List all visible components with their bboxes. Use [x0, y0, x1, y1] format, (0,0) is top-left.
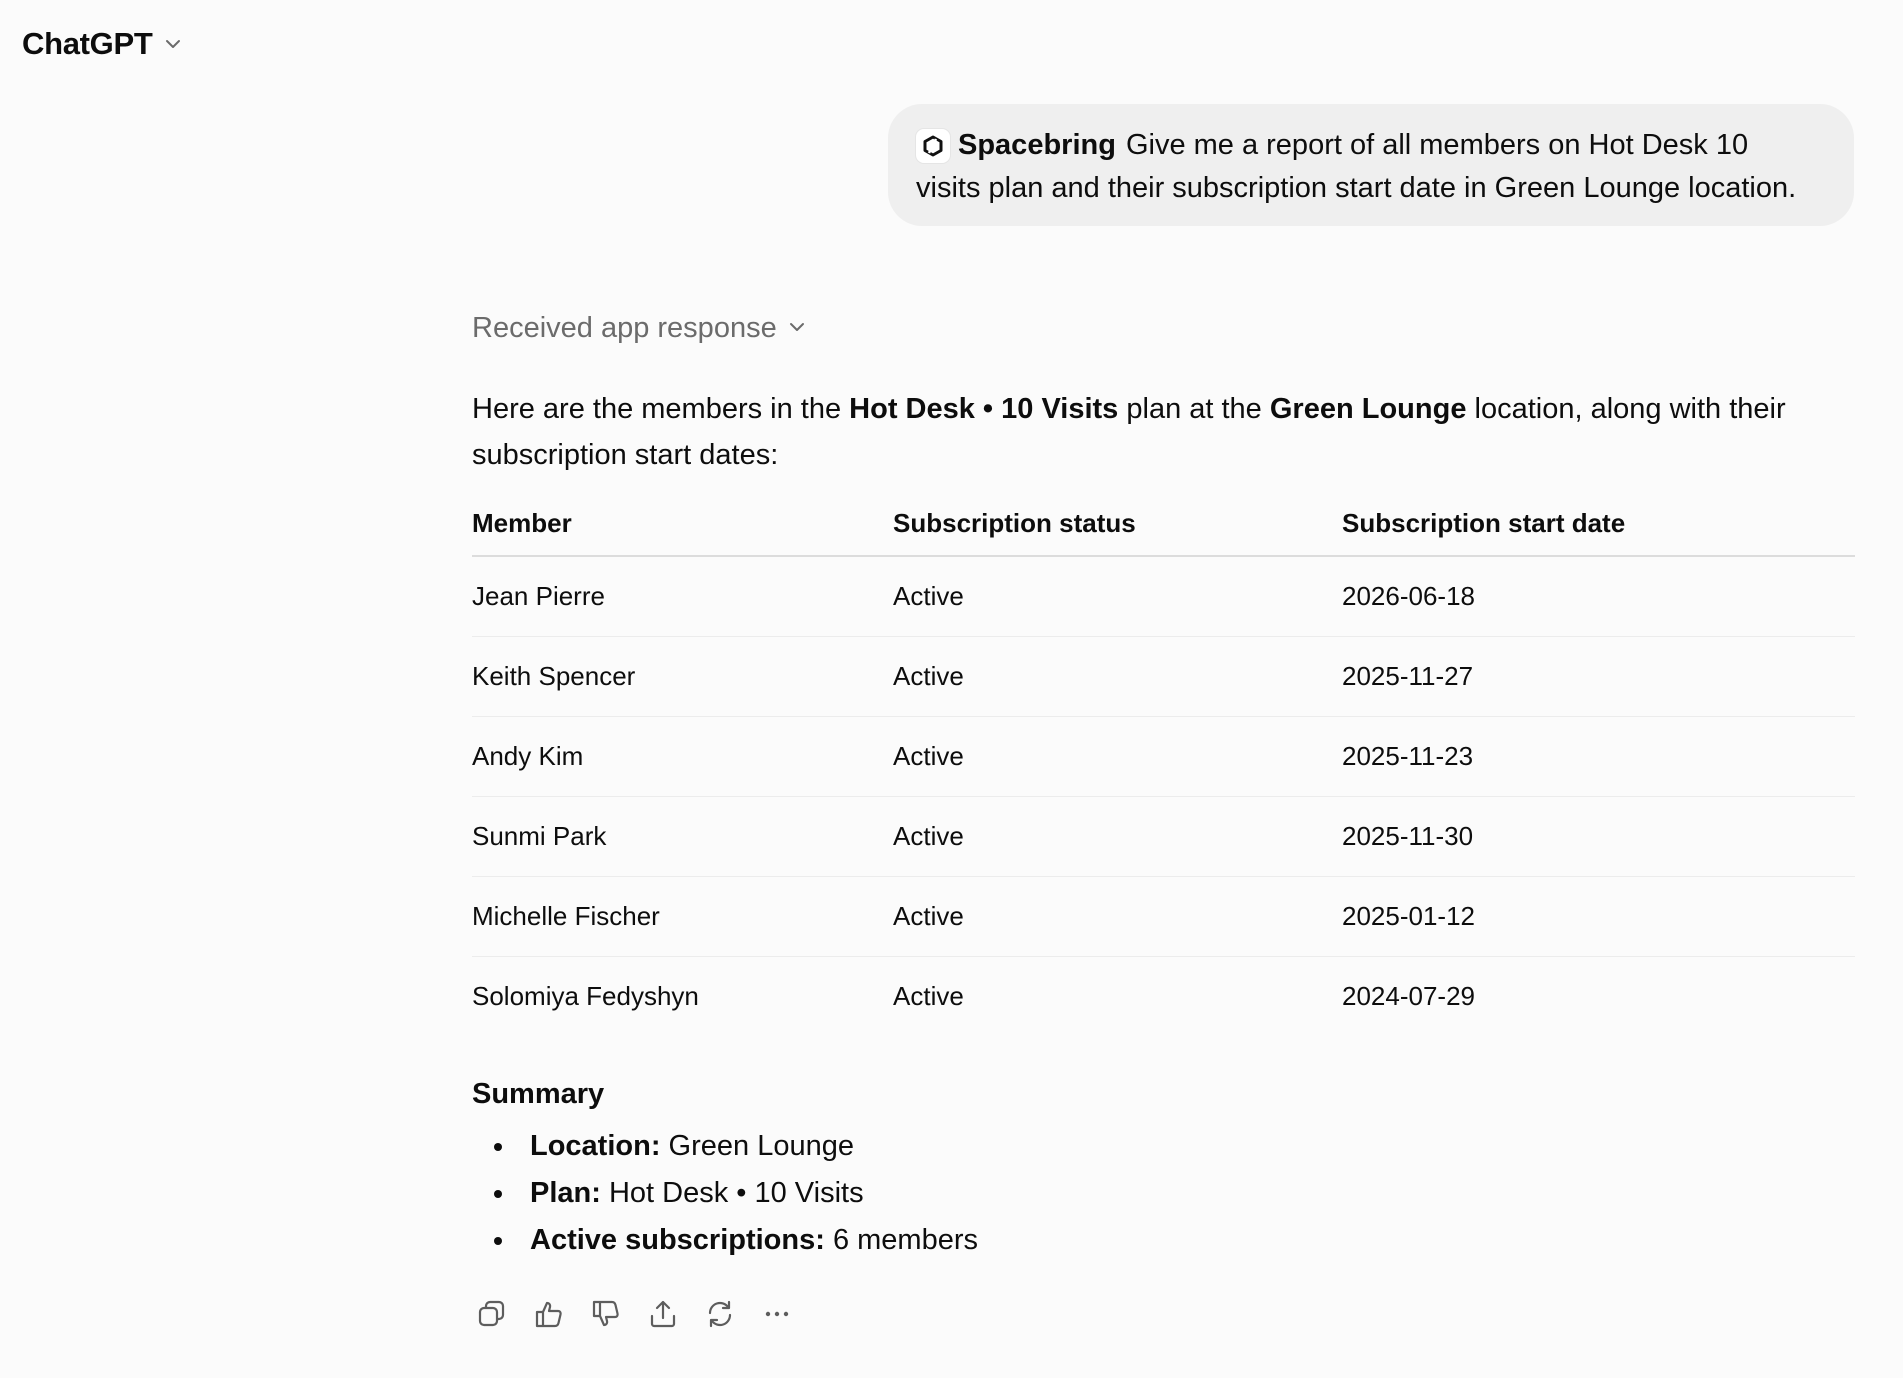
share-icon: [647, 1298, 679, 1330]
message-actions: [472, 1294, 1855, 1334]
share-button[interactable]: [643, 1294, 683, 1334]
subscription-start-date: 2025-11-30: [1342, 796, 1855, 876]
member-name: Keith Spencer: [472, 636, 893, 716]
subscription-status: Active: [893, 796, 1342, 876]
summary-list: [472, 1123, 1855, 1264]
summary-heading: Summary: [472, 1078, 605, 1110]
list-item: [472, 1170, 1855, 1217]
thumbs-up-icon: [533, 1298, 565, 1330]
app-title: ChatGPT: [22, 26, 153, 61]
subscription-start-date: 2024-07-29: [1342, 980, 1475, 1011]
subscription-status: Active: [893, 876, 1342, 956]
assistant-message: [472, 306, 1855, 1334]
user-message-bubble: [888, 104, 1854, 226]
member-name: Sunmi Park: [472, 796, 893, 876]
summary-value: Green Lounge: [660, 1130, 854, 1162]
table-row: [472, 956, 1855, 1036]
intro-text: location, along with their subscription start dates:: [472, 393, 1786, 471]
thumbs-up-button[interactable]: [529, 1294, 569, 1334]
app-mention-chip[interactable]: [916, 124, 1116, 167]
table-header-row: [472, 492, 1855, 556]
summary-value: Hot Desk • 10 Visits: [600, 1177, 864, 1209]
subscription-start-date: 2025-11-23: [1342, 716, 1855, 796]
subscription-status: Active: [893, 716, 1342, 796]
regenerate-icon: [704, 1298, 736, 1330]
list-item: [472, 1123, 1855, 1170]
intro-text: Here are the members in the: [472, 393, 850, 425]
thumbs-down-button[interactable]: [586, 1294, 626, 1334]
response-intro: [472, 386, 1855, 478]
spacebring-logo-icon: [916, 129, 950, 163]
chevron-down-icon: [163, 34, 183, 54]
table-row: [472, 796, 1855, 876]
location-name: Green Lounge: [1269, 393, 1467, 425]
subscription-start-date: 2025-01-12: [1342, 876, 1855, 956]
subscription-start-date: 2026-06-18: [1342, 556, 1855, 636]
table-row: [472, 876, 1855, 956]
more-icon: [761, 1298, 793, 1330]
intro-text: plan at the: [1118, 393, 1270, 425]
summary-label: Location:: [530, 1130, 661, 1162]
member-name: Solomiya Fedyshyn: [472, 980, 699, 1011]
plan-name: Hot Desk • 10 Visits: [849, 393, 1119, 425]
received-app-response-toggle[interactable]: [472, 306, 807, 350]
summary-label: Plan:: [530, 1177, 601, 1209]
subscription-status: Active: [893, 556, 1342, 636]
copy-icon: [476, 1298, 508, 1330]
subscription-status: Active: [893, 636, 1342, 716]
model-selector[interactable]: [22, 26, 183, 62]
app-mention-name: Spacebring: [958, 129, 1116, 161]
user-message-text: Give me a report of all members on Hot Desk 10 visits plan and their subscription start date in Green Lounge location.: [916, 129, 1797, 204]
copy-button[interactable]: [472, 1294, 512, 1334]
subscription-start-date: 2025-11-27: [1342, 636, 1855, 716]
column-header-status: Subscription status: [893, 492, 1342, 556]
member-name: Jean Pierre: [472, 556, 893, 636]
subscription-status: Active: [893, 980, 964, 1011]
thumbs-down-icon: [590, 1298, 622, 1330]
column-header-member: Member: [472, 492, 893, 556]
summary-label: Active subscriptions:: [530, 1224, 825, 1256]
members-table: [472, 492, 1855, 1036]
table-row: [472, 716, 1855, 796]
list-item: [472, 1217, 1855, 1264]
summary-value: 6 members: [824, 1224, 979, 1256]
table-row: [472, 636, 1855, 716]
more-options-button[interactable]: [757, 1294, 797, 1334]
column-header-start-date: Subscription start date: [1342, 492, 1855, 556]
member-name: Michelle Fischer: [472, 876, 893, 956]
received-app-response-label: Received app response: [472, 311, 777, 344]
member-name: Andy Kim: [472, 716, 893, 796]
chevron-down-icon: [787, 312, 807, 345]
table-row: [472, 556, 1855, 636]
regenerate-button[interactable]: [700, 1294, 740, 1334]
